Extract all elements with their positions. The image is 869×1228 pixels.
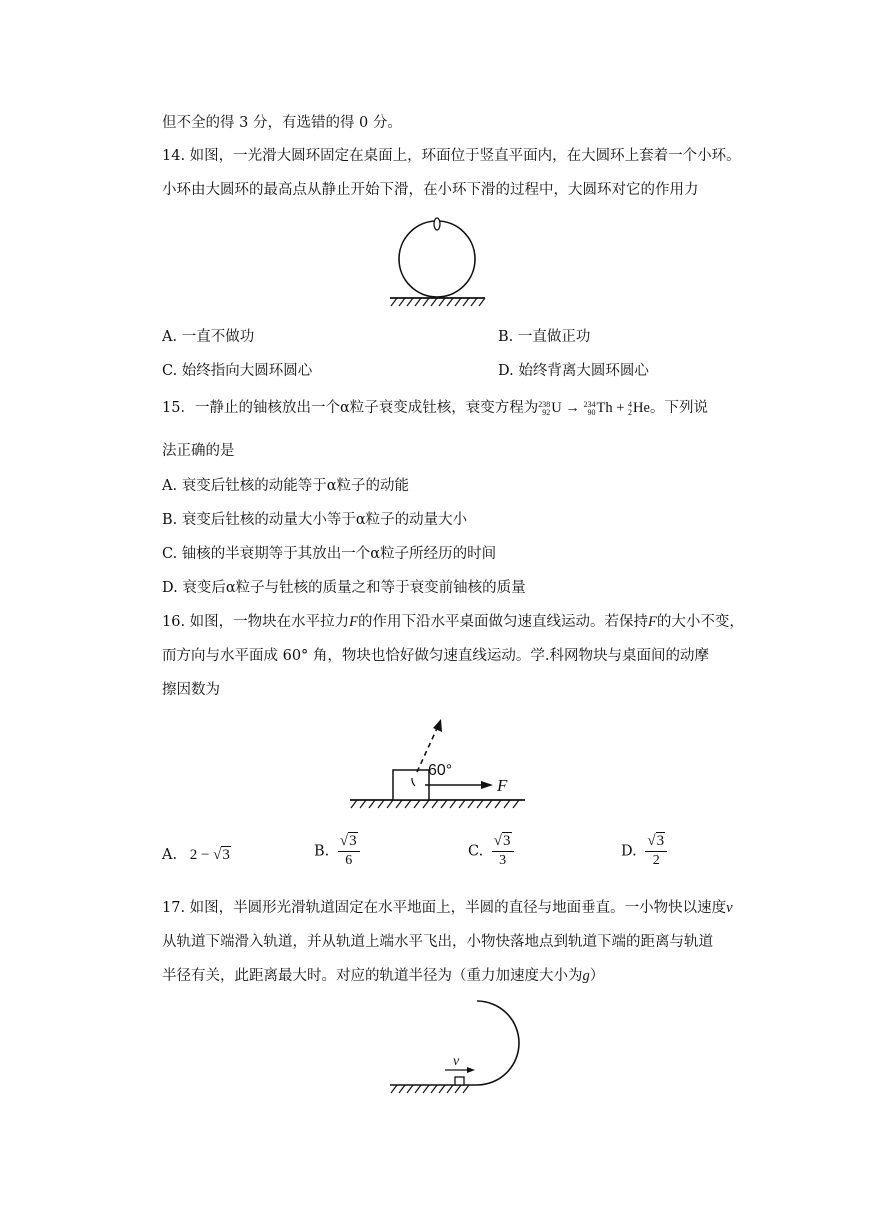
q16-stem-part-c: 的大小不变， xyxy=(656,614,744,630)
force-symbol: F xyxy=(349,614,359,630)
he-symbol: He xyxy=(633,400,650,416)
q17-stem-line3 xyxy=(162,966,604,986)
th-symbol: Th xyxy=(596,400,613,416)
q14-option-d[interactable]: D. 始终背离大圆环圆心 xyxy=(498,363,649,379)
q17-stem-part-a: 半径有关，此距离最大时。对应的轨道半径为（重力加速度大小为 xyxy=(162,968,583,984)
q16-stem-part-a: 16. 如图，一物块在水平拉力 xyxy=(162,614,350,630)
angle-label: 60° xyxy=(428,762,453,779)
decay-equation xyxy=(538,400,650,416)
small-ring-icon xyxy=(434,218,440,230)
velocity-symbol: v xyxy=(726,900,733,916)
gravity-symbol: g xyxy=(582,968,590,984)
arrowhead-icon xyxy=(467,1067,475,1073)
q16-stem-line1 xyxy=(162,612,744,632)
force-symbol: F xyxy=(648,614,657,630)
arrow-icon: → xyxy=(565,400,580,416)
q16-block-figure xyxy=(345,712,530,812)
q14-stem-line1: 14. 如图，一光滑大圆环固定在桌面上，环面位于竖直平面内，在大圆环上套着一个小环。 xyxy=(162,148,741,164)
q15-option-d[interactable]: D. 衰变后α粒子与钍核的质量之和等于衰变前铀核的质量 xyxy=(162,580,526,596)
q16-option-a[interactable]: A. 2 − √3 xyxy=(162,847,230,863)
q15-option-a[interactable]: A. 衰变后钍核的动能等于α粒子的动能 xyxy=(162,478,409,494)
q17-stem-line2: 从轨道下端滑入轨道，并从轨道上端水平飞出，小物快落地点到轨道下端的距离与轨道 xyxy=(162,934,713,950)
q15-stem-line2: 法正确的是 xyxy=(162,443,235,459)
he-mass-number: 4 xyxy=(628,399,633,409)
block-icon xyxy=(393,770,429,800)
q17-stem-part-a: 17. 如图，半圆形光滑轨道固定在水平地面上，半圆的直径与地面垂直。一小物快以速度 xyxy=(162,900,727,916)
u-symbol: U xyxy=(551,400,562,416)
q16-option-c[interactable]: C. $\frac{√3}{3}$ xyxy=(468,833,514,870)
q14-ring-figure xyxy=(385,212,490,312)
q17-track-figure xyxy=(385,995,525,1105)
q14-option-c[interactable]: C. 始终指向大圆环圆心 xyxy=(162,363,313,379)
th-atomic-number: 90 xyxy=(587,407,596,417)
q15-option-b[interactable]: B. 衰变后钍核的动量大小等于α粒子的动量大小 xyxy=(162,512,468,528)
q16-stem-line3: 擦因数为 xyxy=(162,682,220,698)
big-ring-icon xyxy=(399,221,475,297)
arrowhead-icon xyxy=(481,781,493,789)
q15-stem-suffix: 。下列说 xyxy=(649,400,708,416)
q16-option-d[interactable]: D. $\frac{√3}{2}$ xyxy=(621,833,667,870)
small-block-icon xyxy=(455,1077,464,1085)
th-mass-number: 234 xyxy=(583,399,596,409)
q16-stem-part-b: 的作用下沿水平桌面做匀速直线运动。若保持 xyxy=(358,614,649,630)
ground-hatch-icon xyxy=(351,800,519,808)
plus-sign: + xyxy=(616,400,625,416)
q14-option-b[interactable]: B. 一直做正功 xyxy=(498,329,591,345)
intro-text: 但不全的得 3 分，有选错的得 0 分。 xyxy=(162,115,402,131)
q14-option-a[interactable]: A. 一直不做功 xyxy=(162,329,255,345)
ground-hatch-icon xyxy=(391,1085,469,1093)
he-atomic-number: 2 xyxy=(628,407,633,417)
q14-stem-line2: 小环由大圆环的最高点从静止开始下滑，在小环下滑的过程中，大圆环对它的作用力 xyxy=(162,182,699,198)
u-mass-number: 238 xyxy=(538,399,551,409)
q15-option-c[interactable]: C. 铀核的半衰期等于其放出一个α粒子所经历的时间 xyxy=(162,546,497,562)
q17-stem-line1 xyxy=(162,898,733,918)
u-atomic-number: 92 xyxy=(542,407,551,417)
q16-option-b[interactable]: B. $\frac{√3}{6}$ xyxy=(314,833,360,870)
q16-stem-line2: 而方向与水平面成 60° 角，物块也恰好做匀速直线运动。学.科网物块与桌面间的动摩 xyxy=(162,648,710,664)
force-label: F xyxy=(497,776,508,795)
q15-stem-prefix: 15．一静止的铀核放出一个α粒子衰变成钍核，衰变方程为 xyxy=(162,400,539,416)
arrowhead-icon xyxy=(433,719,442,732)
q17-stem-part-b: ） xyxy=(589,968,605,984)
semicircle-track-icon xyxy=(477,1001,519,1085)
velocity-label: v xyxy=(453,1054,460,1069)
q15-stem-line1 xyxy=(162,398,708,418)
ground-hatch-icon xyxy=(391,298,485,306)
